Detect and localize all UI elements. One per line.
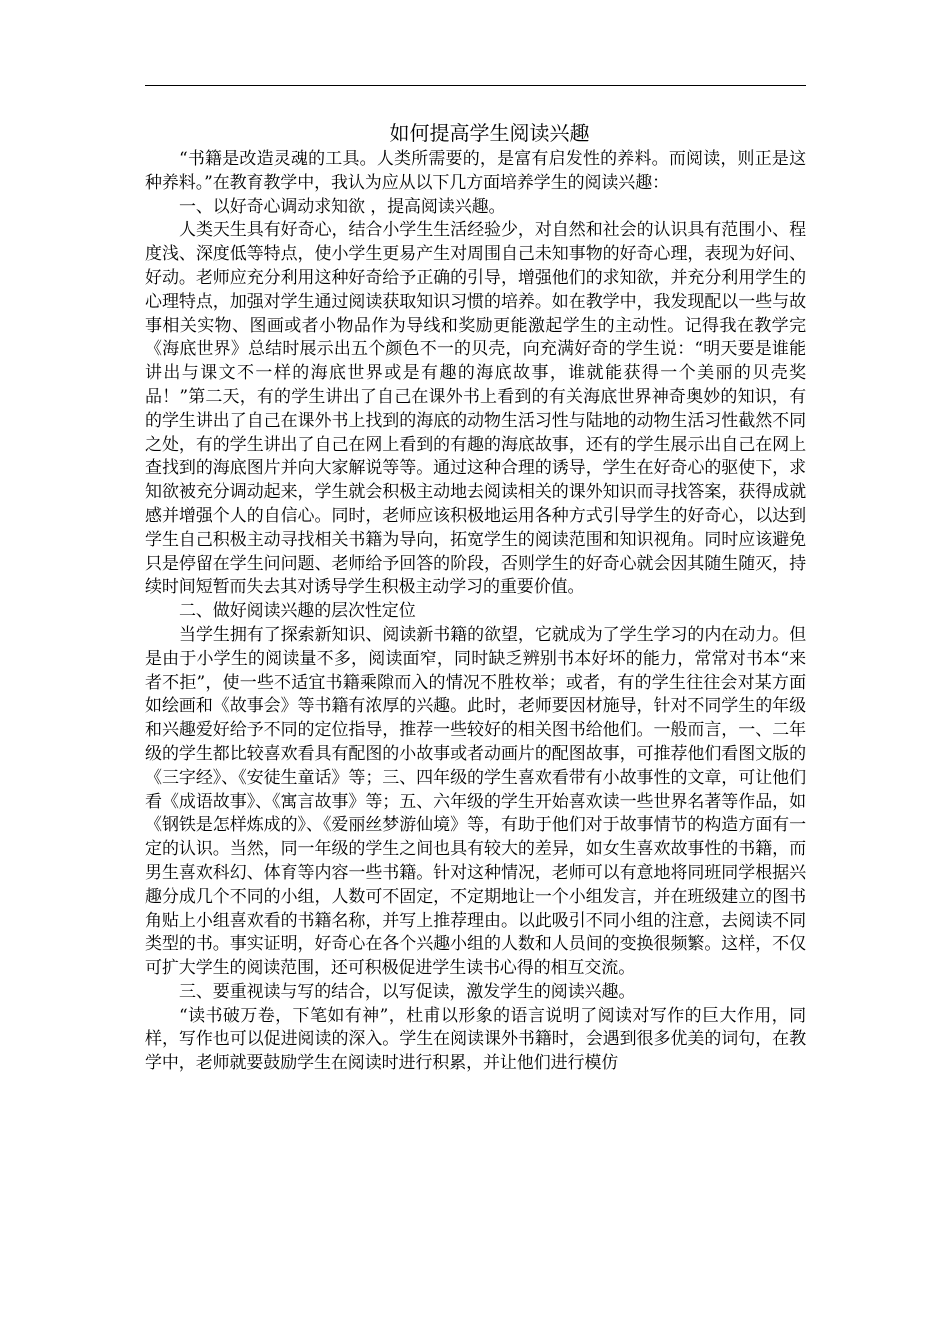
section-heading-2: 二、做好阅读兴趣的层次性定位: [179, 601, 416, 622]
document-page: [145, 118, 806, 1076]
section-3-paragraph: “读书破万卷，下笔如有神”，杜甫以形象的语言说明了阅读对写作的巨大作用，同样，写作也可以促进阅读的深入。学生在阅读课外书籍时，会遇到很多优美的词句，在教学中，老师就要鼓励学生在阅读时进行积累，并让他们进行模仿: [145, 1005, 806, 1074]
section-heading-3: 三、要重视读与写的结合，以写促读，激发学生的阅读兴趣。: [179, 981, 636, 1002]
section-1-paragraph: 人类天生具有好奇心，结合小学生生活经验少，对自然和社会的认识具有范围小、程度浅、深度低等特点，使小学生更易产生对周围自己未知事物的好奇心理，表现为好问、好动。老师应充分利用这种好奇给予正确的引导，增强他们的求知欲，并充分利用学生的心理特点，加强对学生通过阅读获取知识习惯的培养。如在教学中，我发现配以一些与故事相关实物、图画或者小物品作为导线和奖励更能激起学生的主动性。记得我在教学完《海底世界》总结时展示出五个颜色不一的贝壳，向充满好奇的学生说：“明天要是谁能讲出与课文不一样的海底世界或是有趣的海底故事，谁就能获得一个美丽的贝壳奖品！”第二天，有的学生讲出了自己在课外书上看到的有关海底世界神奇奥妙的知识，有的学生讲出了自己在课外书上找到的海底的动物生活习性与陆地的动物生活习性截然不同之处，有的学生讲出了自己在网上看到的有趣的海底故事，还有的学生展示出自己在网上查找到的海底图片并向大家解说等等。通过这种合理的诱导，学生在好奇心的驱使下，求知欲被充分调动起来，学生就会积极主动地去阅读相关的课外知识而寻找答案，获得成就感并增强个人的自信心。同时，老师应该积极地运用各种方式引导学生的好奇心，以达到学生自己积极主动寻找相关书籍为导向，拓宽学生的阅读范围和知识视角。同时应该避免只是停留在学生问问题、老师给予回答的阶段，否则学生的好奇心就会因其随生随灭，持续时间短暂而失去其对诱导学生积极主动学习的重要价值。: [145, 220, 806, 598]
section-heading-1: 一、以好奇心调动求知欲 ，提高阅读兴趣。: [179, 196, 506, 217]
section-2-paragraph: 当学生拥有了探索新知识、阅读新书籍的欲望，它就成为了学生学习的内在动力。但是由于小学生的阅读量不多，阅读面窄，同时缺乏辨别书本好坏的能力，常常对书本“来者不拒”，使一些不适宜书籍乘隙而入的情况不胜枚举；或者，有的学生往往会对某方面如绘画和《故事会》等书籍有浓厚的兴趣。此时，老师要因材施导，针对不同学生的年级和兴趣爱好给予不同的定位指导，推荐一些较好的相关图书给他们。一般而言，一、二年级的学生都比较喜欢看具有配图的小故事或者动画片的配图故事，可推荐他们看图文版的《三字经》、《安徒生童话》等；三、四年级的学生喜欢看带有小故事性的文章，可让他们看《成语故事》、《寓言故事》等；五、六年级的学生开始喜欢读一些世界名著等作品，如《钢铁是怎样炼成的》、《爱丽丝梦游仙境》等，有助于他们对于故事情节的构造方面有一定的认识。当然，同一年级的学生之间也具有较大的差异，如女生喜欢故事性的书籍，而男生喜欢科幻、体育等内容一些书籍。针对这种情况，老师可以有意地将同班同学根据兴趣分成几个不同的小组，人数可不固定，不定期地让一个小组发言，并在班级建立的图书角贴上小组喜欢看的书籍名称，并写上推荐理由。以此吸引不同小组的注意，去阅读不同类型的书。事实证明，好奇心在各个兴趣小组的人数和人员间的变换很频繁。这样，不仅可扩大学生的阅读范围，还可积极促进学生读书心得的相互交流。: [145, 624, 806, 979]
header-rule: [145, 85, 806, 86]
intro-paragraph: “书籍是改造灵魂的工具。人类所需要的，是富有启发性的养料。而阅读，则正是这种养料。”在教育教学中，我认为应从以下几方面培养学生的阅读兴趣：: [145, 149, 806, 193]
document-title: 如何提高学生阅读兴趣: [389, 121, 590, 145]
